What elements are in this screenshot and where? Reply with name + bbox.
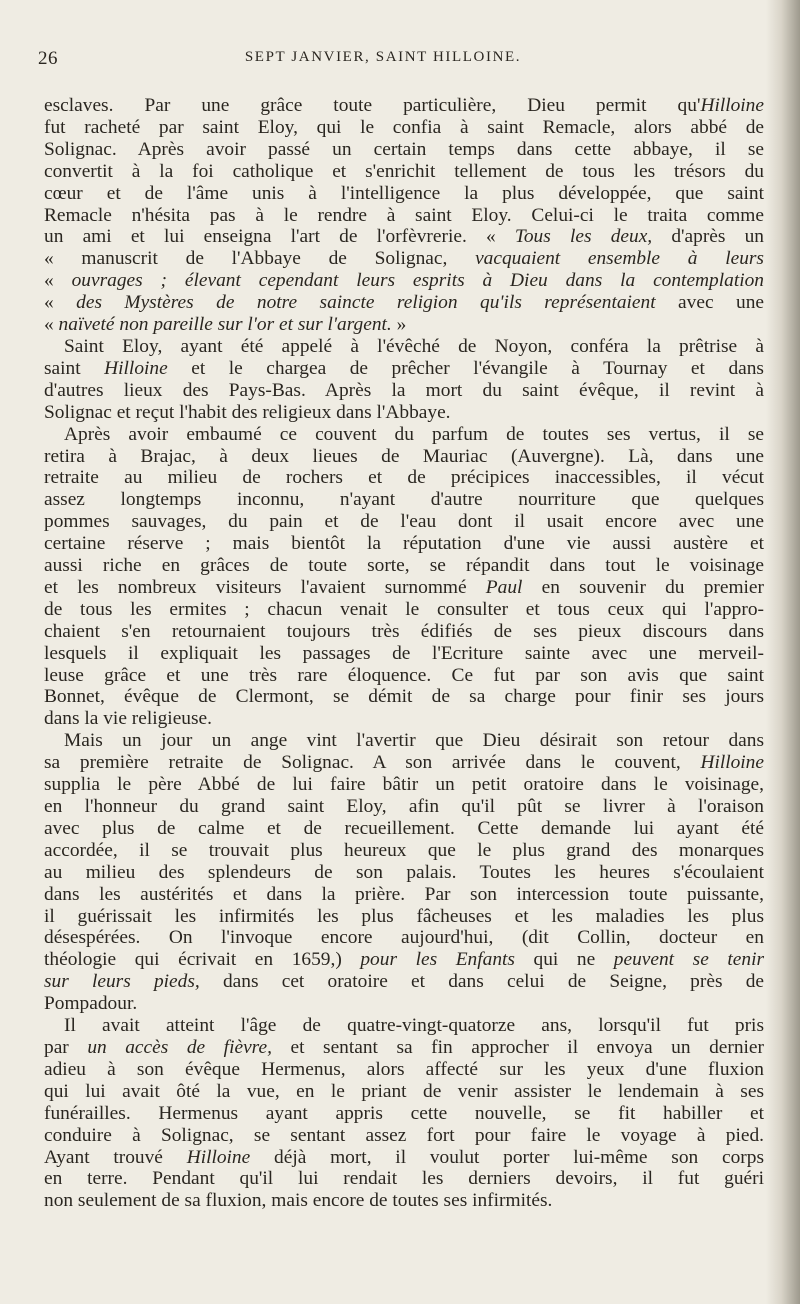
text-line: Bonnet, évêque de Clermont, se démit de sa charge pour finir ses jours [44,686,764,708]
text-line: un ami et lui enseigna l'art de l'orfèvrerie. « Tous les deux, d'après un [44,226,765,248]
text-line: qui lui avait ôté la vue, en le priant de venir assister le lendemain à ses [44,1080,764,1102]
text-line: saint Hilloine et le chargea de prêcher l'évangile à Tournay et dans [44,357,764,379]
text-line: leuse grâce et une très rare éloquence. Ce fut par son avis que saint [44,664,764,686]
text-line: adieu à son évêque Hermenus, alors affecté sur les yeux d'une fluxion [44,1058,764,1080]
text-line: lesquels il expliquait les passages de l'Ecriture sainte avec une merveil- [44,642,764,664]
text-line: Mais un jour un ange vint l'avertir que Dieu désirait son retour dans [64,730,764,752]
running-head: SEPT JANVIER, SAINT HILLOINE. [244,49,522,65]
text-line: au milieu des splendeurs de son palais. Toutes les heures s'écoulaient [44,861,764,883]
text-line: convertit à la foi catholique et s'enrichit tellement de tous les trésors du [44,160,764,182]
text-line: Saint Eloy, ayant été appelé à l'évêché de Noyon, conféra la prêtrise à [64,335,764,357]
text-line: Solignac et reçut l'habit des religieux dans l'Abbaye. [44,401,451,423]
text-line: en l'honneur du grand saint Eloy, afin qu'il pût se livrer à l'oraison [44,796,764,817]
text-line: « des Mystères de notre saincte religion qu'ils représentaient avec une [44,292,764,314]
text-line: dans les austérités et dans la prière. Par son intercession toute puissante, [44,883,764,905]
text-line: théologie qui écrivait en 1659,) pour les Enfants qui ne peuvent se tenir [44,949,765,971]
text-line: cœur et de l'âme unis à l'intelligence la plus développée, que saint [44,182,764,204]
text-line: Remacle n'hésita pas à le rendre à saint Eloy. Celui-ci le traita comme [44,204,764,226]
text-line: Après avoir embaumé ce couvent du parfum de toutes ses vertus, il se [64,423,764,445]
text-line: Solignac. Après avoir passé un certain temps dans cette abbaye, il se [44,138,764,160]
text-line: Pompadour. [44,993,138,1015]
text-line: funérailles. Hermenus ayant appris cette nouvelle, se fit habiller et [44,1102,764,1124]
text-line: certaine réserve ; mais bientôt la réputation d'une vie aussi austère et [44,533,764,555]
text-line: Ayant trouvé Hilloine déjà mort, il voulut porter lui-même son corps [44,1146,765,1168]
text-line: de tous les ermites ; chacun venait le consulter et tous ceux qui l'appro- [44,598,764,620]
text-line: supplia le père Abbé de lui faire bâtir un petit oratoire dans le voisinage, [44,774,764,796]
text-line: accordée, il se trouvait plus heureux que le plus grand des monarques [44,839,764,861]
text-line: fut racheté par saint Eloy, qui le confia à saint Remacle, alors abbé de [44,116,764,138]
text-line: et les nombreux visiteurs l'avaient surnommé Paul en souvenir du premier [44,576,764,598]
text-line: esclaves. Par une grâce toute particulière, Dieu permit qu'Hilloine [44,95,764,116]
text-line: aussi riche en grâces de toute sorte, se répandit dans tout le voisinage [44,555,764,577]
body-text [44,95,764,1212]
page-edge-shadow [766,0,800,1304]
text-line: retira à Brajac, à deux lieues de Mauriac (Auvergne). Là, dans une [44,445,764,467]
text-line: Il avait atteint l'âge de quatre-vingt-quatorze ans, lorsqu'il fut pris [64,1015,764,1037]
page-header [38,48,758,74]
text-line: sa première retraite de Solignac. A son arrivée dans le couvent, Hilloine [44,752,764,774]
text-line: assez longtemps inconnu, n'ayant d'autre nourriture que quelques [44,489,764,511]
text-line: conduire à Solignac, se sentant assez fort pour faire le voyage à pied. [44,1124,764,1146]
text-line: « ouvrages ; élevant cependant leurs esprits à Dieu dans la contemplation [44,270,765,292]
text-line: désespérées. On l'invoque encore aujourd'hui, (dit Collin, docteur en [44,927,764,949]
text-line: en terre. Pendant qu'il lui rendait les derniers devoirs, il fut guéri [44,1168,764,1190]
text-line: par un accès de fièvre, et sentant sa fin approcher il envoya un dernier [44,1036,764,1058]
text-line: sur leurs pieds, dans cet oratoire et dans celui de Seigne, près de [44,971,764,993]
text-line: avec plus de calme et de recueillement. Cette demande lui ayant été [44,817,764,839]
text-line: dans la vie religieuse. [44,708,212,730]
text-line: non seulement de sa fluxion, mais encore de toutes ses infirmités. [44,1190,553,1212]
page-number: 26 [38,48,58,69]
text-line: d'autres lieux des Pays-Bas. Après la mort du saint évêque, il revint à [44,379,764,401]
text-line: il guérissait les infirmités les plus fâcheuses et les maladies les plus [44,905,764,927]
text-line: retraite au milieu de rochers et de précipices inaccessibles, il vécut [44,467,764,489]
text-line: pommes sauvages, du pain et de l'eau dont il usait encore avec une [44,511,764,533]
text-line: « manuscrit de l'Abbaye de Solignac, vacquaient ensemble à leurs [44,248,764,270]
text-line: chaient s'en retournaient toujours très édifiés de ses pieux discours dans [44,620,764,642]
text-line: « naïveté non pareille sur l'or et sur l'argent. » [44,314,407,336]
